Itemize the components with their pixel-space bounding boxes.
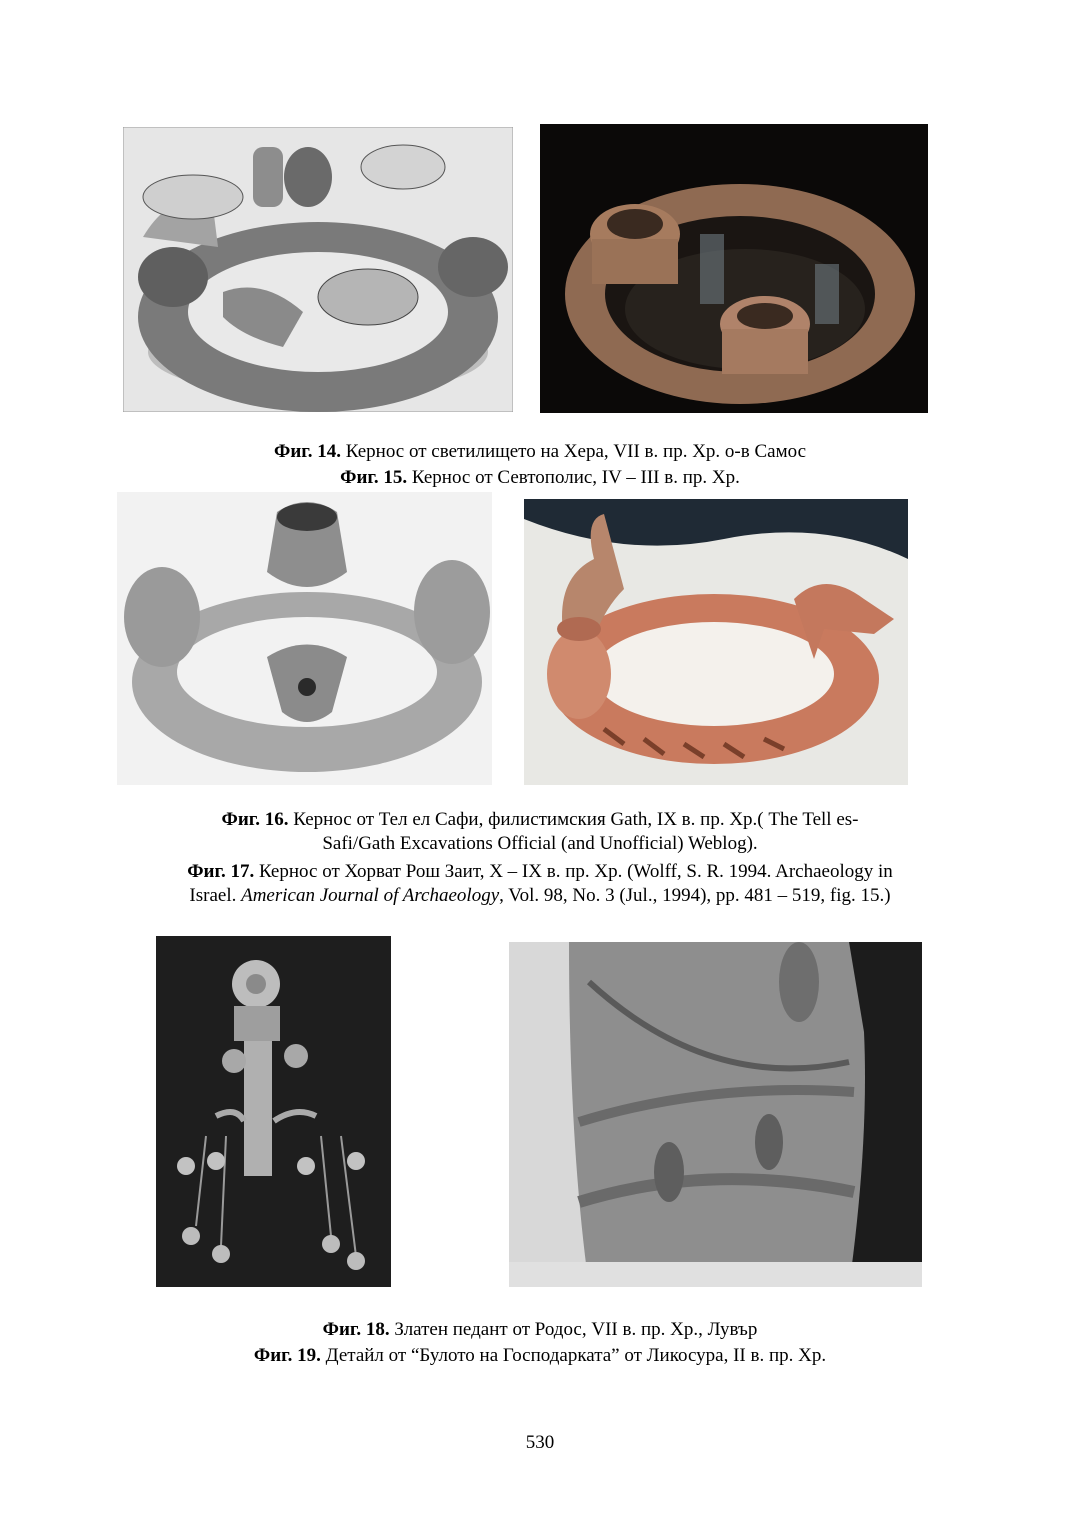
fig17-text-line2b: , Vol. 98, No. 3 (Jul., 1994), pp. 481 – 519, fig. 15.) xyxy=(499,885,891,906)
fig16-label: Фиг. 16. xyxy=(221,809,289,830)
fig18-text: Златен педант от Родос, VII в. пр. Хр., Лувър xyxy=(389,1319,758,1340)
fig15-label: Фиг. 15. xyxy=(340,467,408,488)
fig17-text-line2a: Israel. xyxy=(189,885,242,906)
caption-fig19 xyxy=(0,1344,1080,1368)
fig19-text: Детайл от “Булото на Господарката” от Ликосура, II в. пр. Хр. xyxy=(320,1345,827,1366)
caption-fig18 xyxy=(0,1318,1080,1342)
photo-fig15-seuthopolis-kernos xyxy=(540,124,928,413)
fig16-text: Кернос от Тел ел Сафи, филистимския Gath, IX в. пр. Хр.( The Tell es- xyxy=(288,809,859,830)
photo-fig16-tell-es-safi-kernos xyxy=(117,492,492,785)
photo-fig17-horvat-rosh-zayit-kernos xyxy=(524,499,908,785)
caption-fig17 xyxy=(0,860,1080,908)
photo-fig18-rhodes-pendant xyxy=(156,936,391,1287)
photo-fig14-samos-kernos xyxy=(123,127,513,412)
caption-fig14 xyxy=(0,440,1080,464)
caption-fig16 xyxy=(0,808,1080,856)
fig15-text: Кернос от Севтополис, IV – III в. пр. Хр. xyxy=(407,467,740,488)
photo-fig19-lycosura-veil-detail xyxy=(509,942,922,1287)
caption-fig15 xyxy=(0,466,1080,490)
fig17-text: Кернос от Хорват Рош Заит, X – IX в. пр. Хр. (Wolff, S. R. 1994. Archaeology in xyxy=(254,861,893,882)
fig19-label: Фиг. 19. xyxy=(253,1345,321,1366)
page-number: 530 xyxy=(525,1432,555,1453)
fig16-text-line2: Safi/Gath Excavations Official (and Unofficial) Weblog). xyxy=(322,833,758,854)
fig14-label: Фиг. 14. xyxy=(274,441,342,462)
fig17-label: Фиг. 17. xyxy=(187,861,255,882)
fig18-label: Фиг. 18. xyxy=(322,1319,390,1340)
fig17-journal: American Journal of Archaeology xyxy=(241,885,500,906)
fig14-text: Кернос от светилището на Хера, VII в. пр. Хр. о-в Самос xyxy=(341,441,806,462)
